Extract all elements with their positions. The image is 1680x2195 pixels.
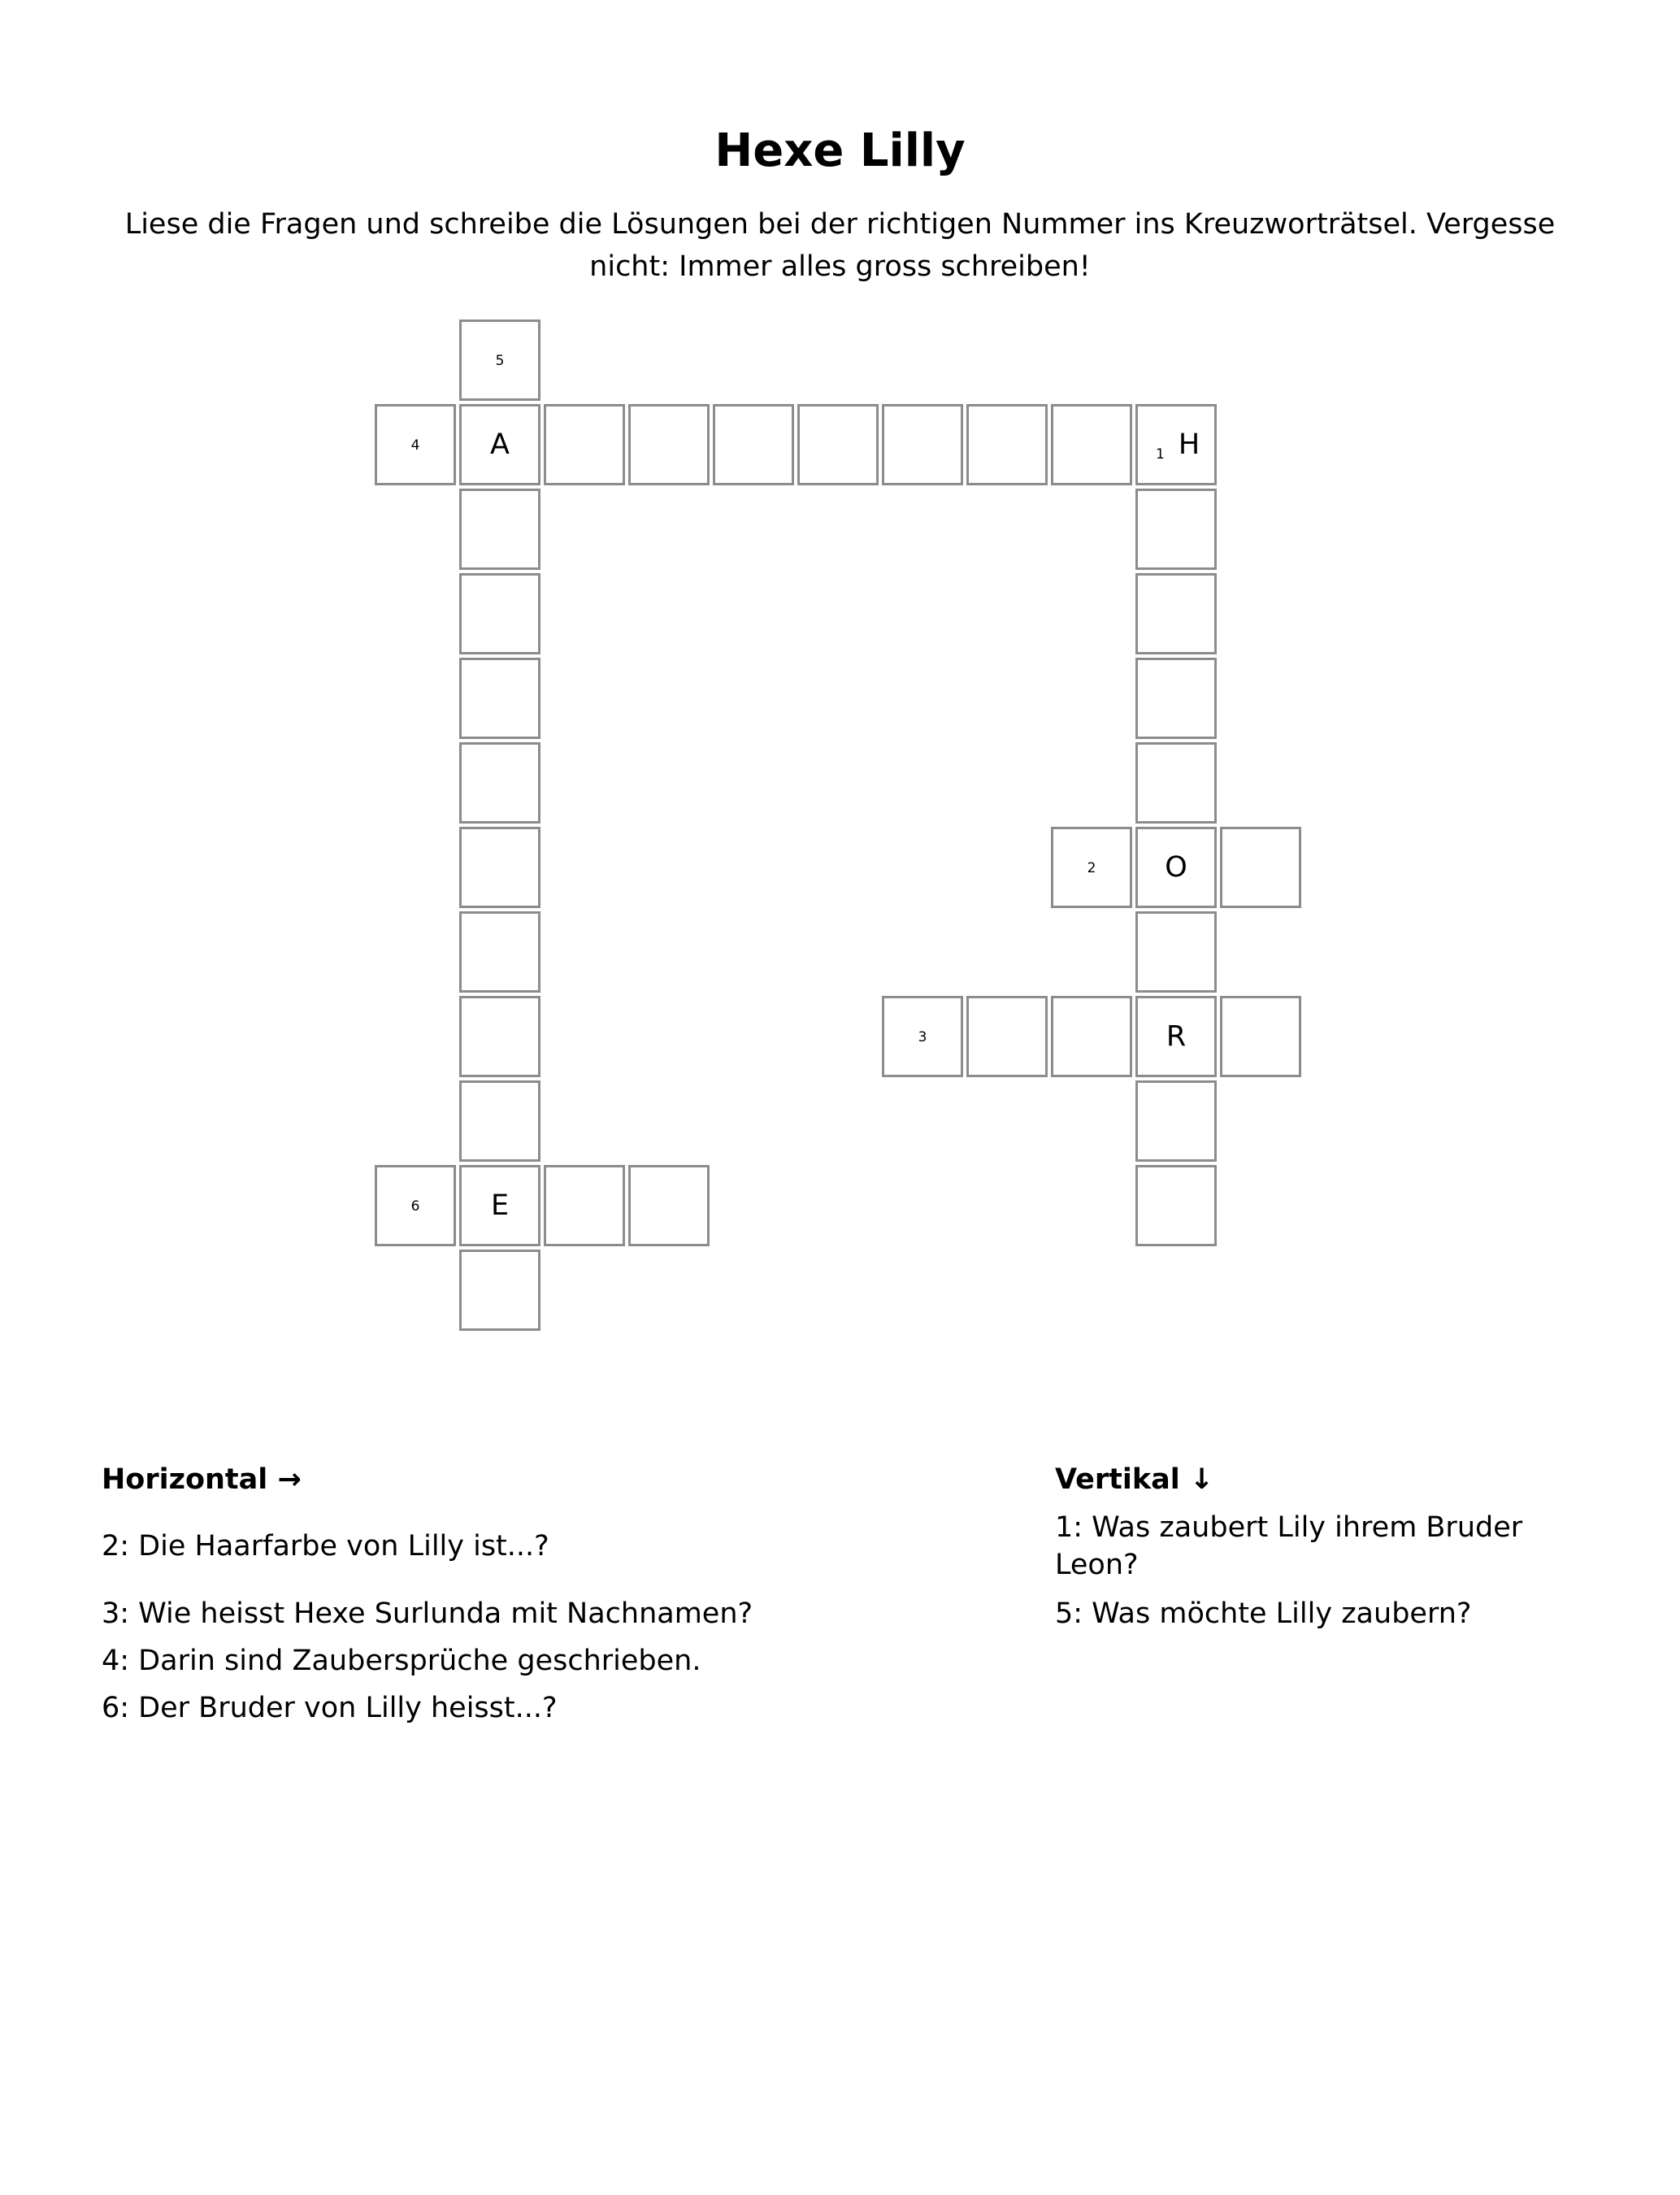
- crossword-cell[interactable]: [1135, 996, 1217, 1077]
- crossword-cell[interactable]: [544, 404, 625, 485]
- clue-number: 3: [918, 1029, 927, 1045]
- crossword-cell[interactable]: [1135, 742, 1217, 824]
- crossword-cell[interactable]: [713, 404, 794, 485]
- crossword-cell[interactable]: [1135, 1165, 1217, 1246]
- page-title: Hexe Lilly: [714, 124, 966, 177]
- crossword-cell[interactable]: [628, 1165, 710, 1246]
- crossword-cell[interactable]: [882, 404, 963, 485]
- vertical-clue: 5: Was möchte Lilly zaubern?: [1055, 1597, 1472, 1630]
- horizontal-heading: Horizontal →: [102, 1463, 302, 1496]
- crossword-cell[interactable]: [459, 1080, 540, 1162]
- crossword-cell[interactable]: [1135, 827, 1217, 908]
- crossword-cell[interactable]: [459, 658, 540, 739]
- horizontal-clue: 3: Wie heisst Hexe Surlunda mit Nachnamen?: [102, 1597, 753, 1630]
- crossword-cell[interactable]: [966, 996, 1048, 1077]
- crossword-cell[interactable]: [1135, 911, 1217, 993]
- horizontal-clue: 4: Darin sind Zaubersprüche geschrieben.: [102, 1645, 701, 1677]
- horizontal-clue: 2: Die Haarfarbe von Lilly ist...?: [102, 1530, 549, 1563]
- cell-letter: A: [490, 428, 510, 461]
- clue-number: 1: [1156, 446, 1165, 463]
- crossword-cell[interactable]: [1220, 996, 1301, 1077]
- crossword-cell[interactable]: [459, 319, 540, 401]
- crossword-cell[interactable]: [1135, 404, 1217, 485]
- crossword-cell[interactable]: [459, 489, 540, 570]
- clue-number: 2: [1087, 860, 1096, 876]
- horizontal-clue: 6: Der Bruder von Lilly heisst...?: [102, 1692, 558, 1724]
- crossword-cell[interactable]: [1051, 996, 1132, 1077]
- clue-number: 4: [410, 437, 420, 454]
- crossword-cell[interactable]: [1135, 489, 1217, 570]
- clue-number: 5: [495, 353, 505, 369]
- crossword-cell[interactable]: [459, 573, 540, 654]
- clue-number: 6: [410, 1198, 420, 1215]
- vertical-heading: Vertikal ↓: [1055, 1463, 1214, 1496]
- cell-letter: H: [1178, 428, 1200, 461]
- crossword-cell[interactable]: [459, 911, 540, 993]
- crossword-cell[interactable]: [375, 404, 456, 485]
- crossword-cell[interactable]: [1135, 658, 1217, 739]
- crossword-cell[interactable]: [1051, 404, 1132, 485]
- crossword-cell[interactable]: [882, 996, 963, 1077]
- crossword-cell[interactable]: [459, 1250, 540, 1331]
- crossword-cell[interactable]: [1135, 1080, 1217, 1162]
- crossword-cell[interactable]: [1135, 573, 1217, 654]
- crossword-cell[interactable]: [628, 404, 710, 485]
- cell-letter: O: [1165, 851, 1187, 884]
- crossword-cell[interactable]: [966, 404, 1048, 485]
- vertical-clue: 1: Was zaubert Lily ihrem Bruder Leon?: [1055, 1511, 1523, 1581]
- crossword-cell[interactable]: [797, 404, 879, 485]
- crossword-cell[interactable]: [1220, 827, 1301, 908]
- crossword-cell[interactable]: [459, 1165, 540, 1246]
- instructions: Liese die Fragen und schreibe die Lösungen bei der richtigen Nummer ins Kreuzworträtsel. Vergesse nicht: Immer alles gross schreiben!: [124, 208, 1556, 283]
- crossword-cell[interactable]: [544, 1165, 625, 1246]
- cell-letter: R: [1166, 1020, 1187, 1053]
- crossword-cell[interactable]: [459, 996, 540, 1077]
- crossword-cell[interactable]: [375, 1165, 456, 1246]
- crossword-cell[interactable]: [1051, 827, 1132, 908]
- crossword-cell[interactable]: [459, 827, 540, 908]
- cell-letter: E: [490, 1189, 510, 1222]
- crossword-cell[interactable]: [459, 742, 540, 824]
- crossword-cell[interactable]: [459, 404, 540, 485]
